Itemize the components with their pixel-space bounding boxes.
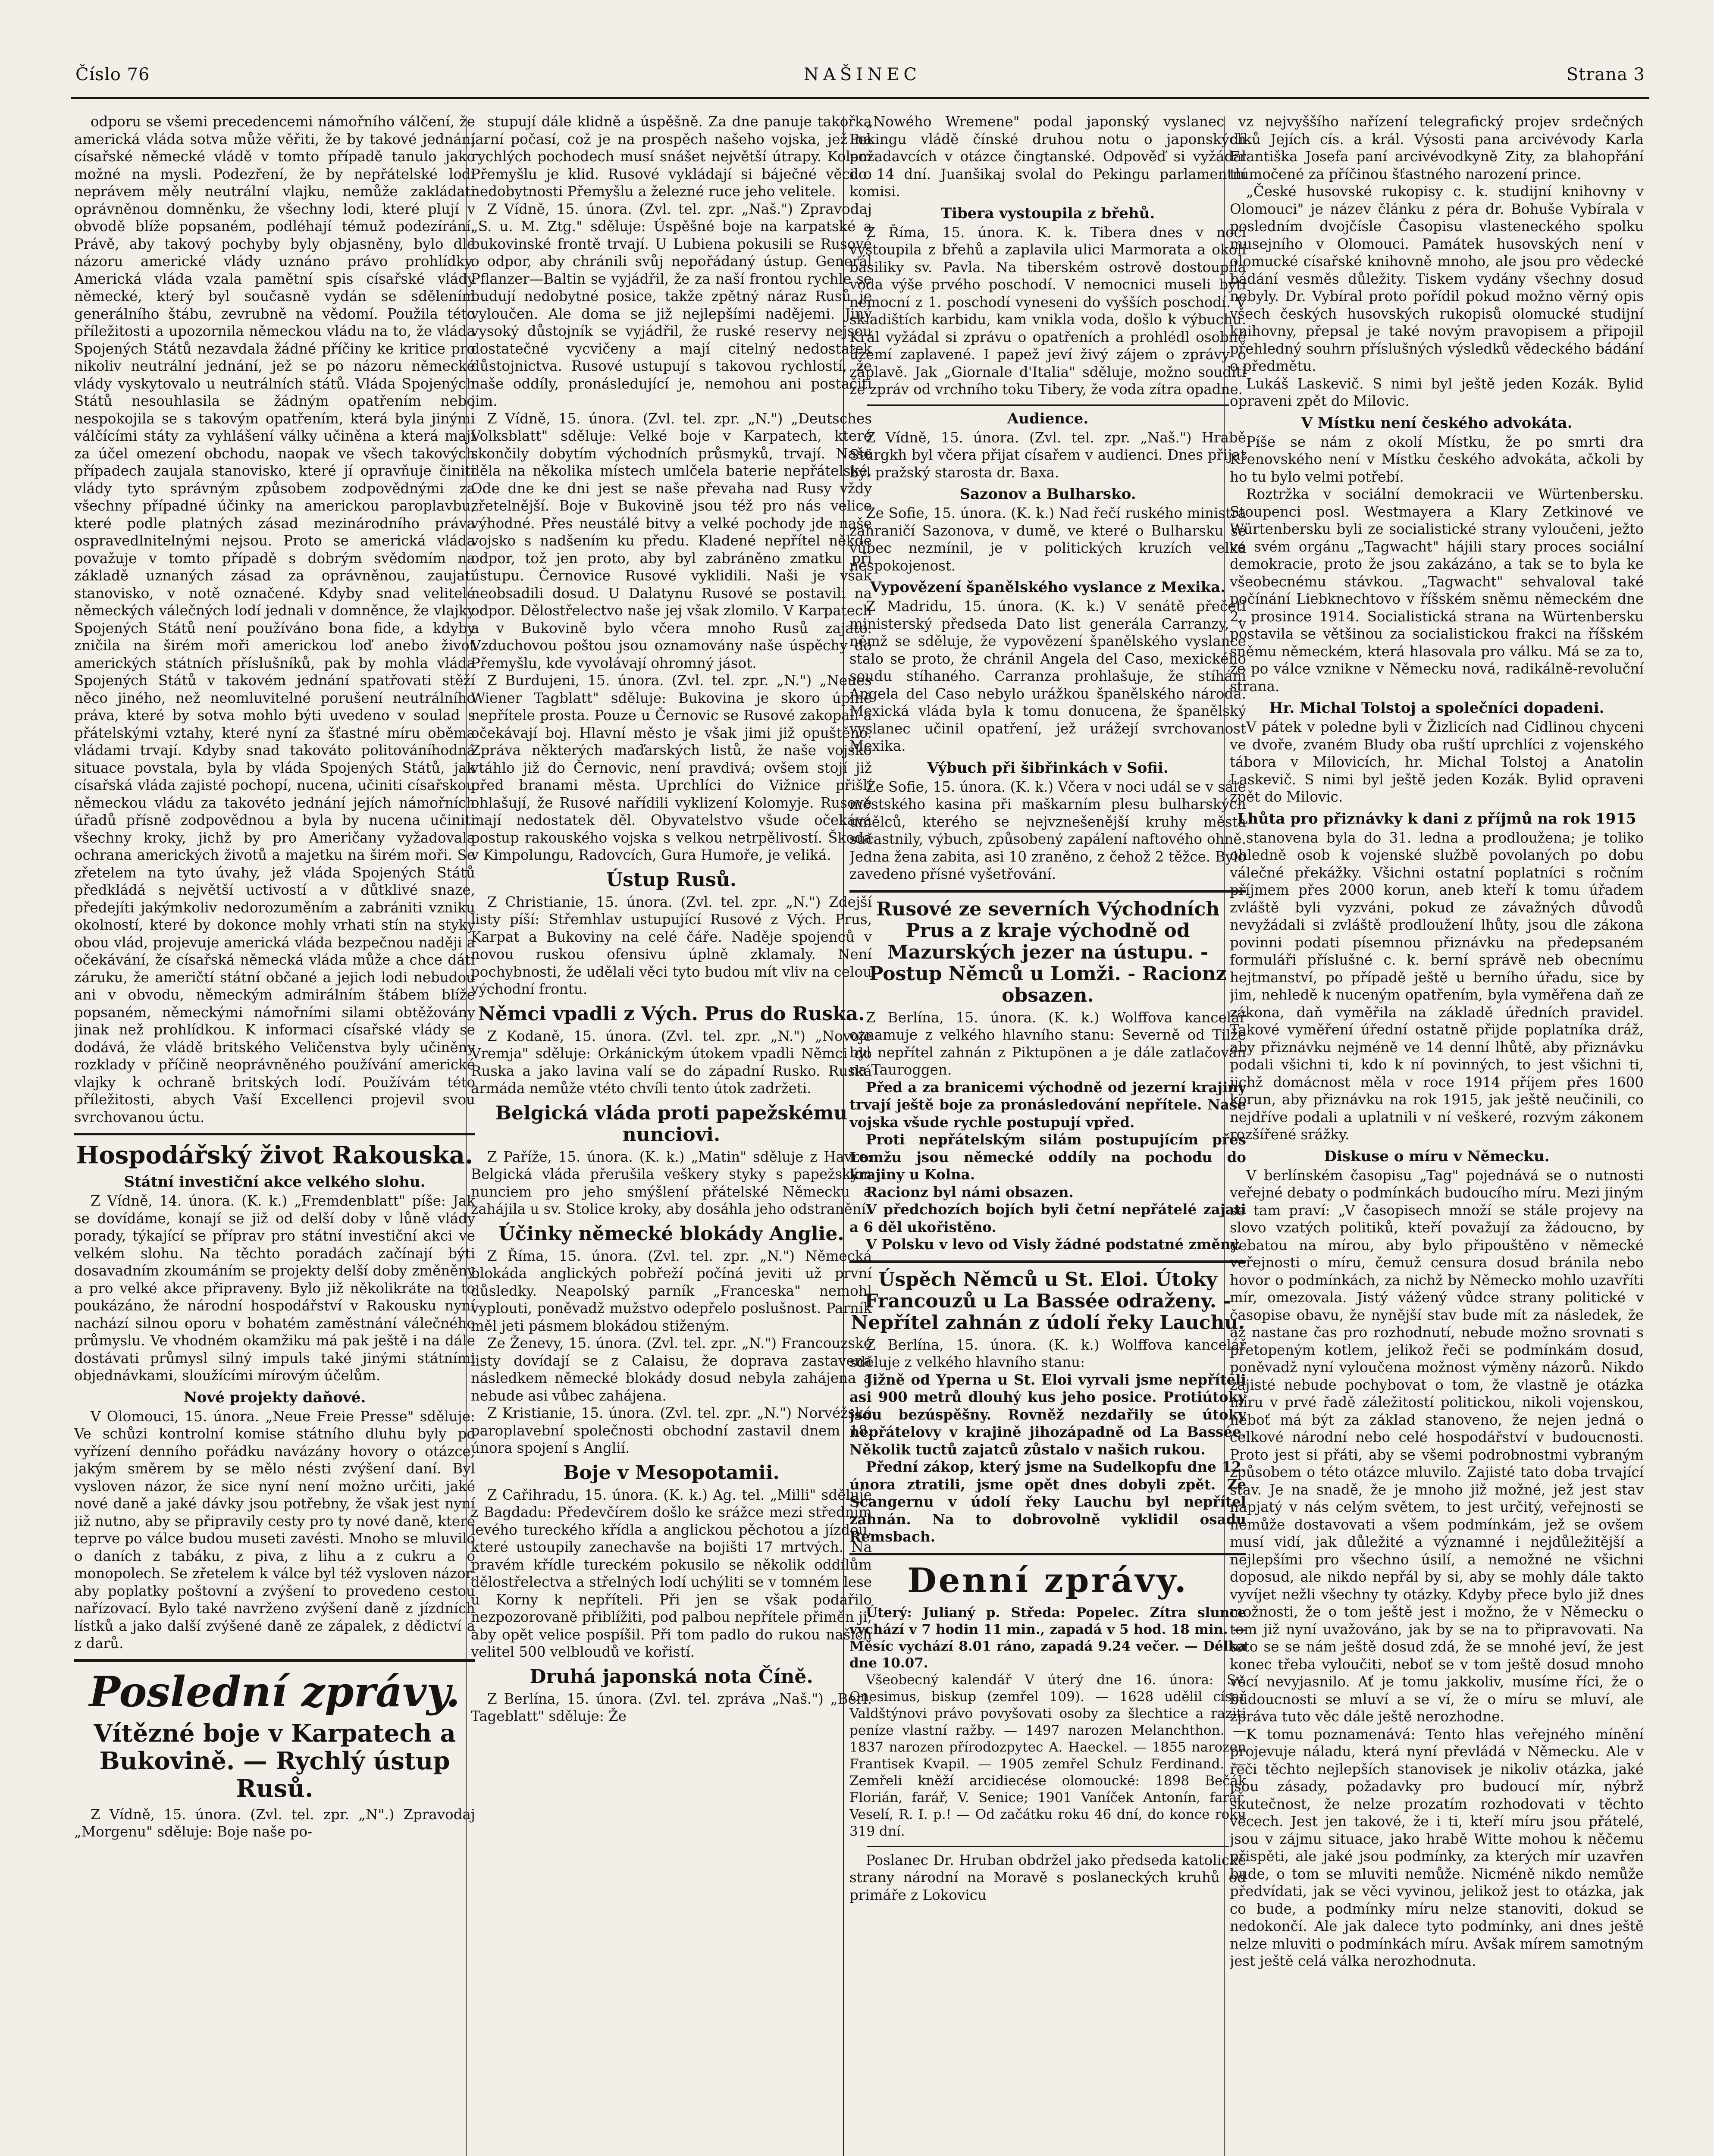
article-heading: Úspěch Němců u St. Eloi. Útoky Francouzů u La Bassée odraženy. - Nepřítel zahnán z údolí řeky Lauchu. bbox=[851, 1268, 1245, 1334]
article-text: Z Vídně, 14. února. (K. k.) „Fremdenblatt" píše: Jak se dovídáme, konají se již od delší doby v lůně vlády porady, týkající se příprav pro státní investiční akci ve velkém slohu. Na těchto poradách začínají býti dosavadním zkoumáním se projekty delší doby změněny a pro velké akce připraveny. Bylo již několikráte na to poukázáno, že národní hospodářství v Rakousku nyní nachází silnou oporu v bohatém zaměstnání válečného průmyslu. Ve vhodném okamžiku má pak ještě i na dále dostávati průmysl silný impuls také jinými státními objednávkami, sloužícími mírovým účelům. bbox=[74, 1193, 475, 1384]
page-number: Strana 3 bbox=[1566, 65, 1645, 85]
article-rule bbox=[867, 1846, 1229, 1847]
section-heading-hospodarsky: Hospodářský život Rakouska. bbox=[76, 1141, 473, 1169]
article-text: odporu se všemi precedencemi námořního válčení, že americká vláda sotva může věřiti, že by takové jednání císařské německé vládě v tomto případě tanulo jako možné na mysli. Podezření, že by nepřátelské lodi neprávem měly neutrální vlajku, nemůže zakládati oprávněnou domněnku, že všechny lodi, které plují v obvodě blíže popsaném, podléhají témuž podezírání. Právě, aby takový pochyby byly objasněny, bylo dle názoru americké vlády uznáno právo prohlídky. Americká vláda vzala pamětní spis císařské vlády německé, který byl současně vydán se sdělením generálního štábu, zevrubně na vědomí. Použila této příležitosti a upozornila německou vládu na to, že vláda Spojených Států nezavdala žádné příčiny ke kritice pro nikoliv neutrální jednání, jež se po názoru německé vlády vyskytovalo u neutrálních států. Vláda Spojených Států nesouhlasila se žádným opatřením nebo nespokojila se s takovým opatřením, která byla jinými válčícími státy za vyhlášení války učiněna a která mají za účel omezení obchodu, naopak ve všech takových případech zaujala stanovisko, které jí opravňuje činiti vlády tyto správným způsobem zodpovědnými za všechny případné účinky na americkou paroplavbu, které podle platných zásad mezinárodního práva ospravedlnitelnými nejsou. Proto se americká vláda považuje v tomto případě s dobrým svědomím na základě uznaných zásad za oprávněnou, zaujati stanovisko, v notě označené. Kdyby snad velitelé německých válečných lodí jednali v domněnce, že vlajky Spojených Států není používáno bona fide, a kdyby zničila na širém moři americkou loď anebo život amerických státních příslušníků, pak by mohla vláda Spojených Států v takovém jednání spatřovati stěží něco jiného, než neomluvitelné porušení neutrálního práva, které by sotva mohlo býti uvedeno v soulad s přátelskými vztahy, které nyní za šťastné míru oběma vládami trvají. Kdyby snad takováto politováníhodná situace povstala, byla by vláda Spojených Států, jak císařská vláda zajisté pochopí, nucena, učiniti císařskou německou vládu za takovéto jednání jejích námořních úřadů přísně zodpovědnou a byla by nucena učiniti všechny kroky, jichž by pro Američany vyžadovala ochrana amerických životů a majetku na širém moři. Se zřetelem na tyto úvahy, jež vláda Spojených Států předkládá s největší uctivostí a v důtklivé snaze, předejíti jakýmkoliv nedorozuměním a zabrániti vzniku okolností, které by dokonce mohly vrhati stín na styky obou vlád, projevuje americká vláda bezpečnou naději a očekávání, že císařská německá vláda může a chce dáti záruku, že američtí státní občané a jejich lodi nebudou ani v obvodu, německým admirálním štábem blíže popsaném, německými námořními silami obtěžovány jinak než prohlídkou. K informaci císařské vlády se dodává, že vládě britského Veličenstva byly učiněny rozklady v příčině neoprávněného používání americké vlajky k ochraně britských lodí. Používám této příležitosti, abych Vaší Excellenci projevil svou svrchovanou úctu. bbox=[74, 113, 475, 1125]
article-text: V Polsku v levo od Visly žádné podstatné změny. bbox=[866, 1236, 1242, 1253]
article-text: Z Paříže, 15. února. (K. k.) „Matin" sděluje z Havre: Belgická vláda přerušila veškery styky s papežským nunciem pro jeho smýšlení přátelské Německu a zahájila u sv. Stolice kroky, aby dosáhla jeho odstranění. bbox=[471, 1148, 872, 1217]
article-heading: Belgická vláda proti papežskému nunciovi. bbox=[495, 1102, 848, 1146]
article-text: Píše se nám z okolí Místku, že po smrti dra Křenovského není v Místku českého advokáta, ačkoli by ho tu bylo velmi potřebí. bbox=[1230, 433, 1644, 485]
article-text: Ze Sofie, 15. února. (K. k.) Nad řečí ruského ministra zahraničí Sazonova, v dumě, ve které o Bulharsku se vůbec nezmínil, je v politických kruzích velká nespokojenost. bbox=[849, 505, 1246, 574]
article-text: Před a za branicemi východně od jezerní krajiny trvají ještě boje za pronásledování nepřítele. Naše vojska všude rychle postupují vpřed. bbox=[849, 1078, 1246, 1131]
article-heading: Lhůta pro přiznávky k dani z příjmů na rok 1915 bbox=[1237, 810, 1636, 827]
article-text: Ze Ženevy, 15. února. (Zvl. tel. zpr. „N.") Francouzské listy dovídají se z Calaisu, že doprava zastavena následkem německé blokády dosud nebyla zahájena a nebude asi vůbec zahájena. bbox=[471, 1335, 872, 1404]
article-heading: Boje v Mesopotamii. bbox=[563, 1461, 780, 1484]
section-heading-posledni-zpravy: Poslední zprávy. bbox=[89, 1667, 461, 1716]
article-text: Z Říma, 15. února. K. k. Tibera dnes v noci vystoupila z břehů a zaplavila ulici Marmorata a okolí basiliky sv. Pavla. Na tiberském ostrově dostoupila voda výše prvého poschodí. V nemocnici museli býti nemocní z 1. poschodí vyneseni do vyšších poschodí. V skladištích karbidu, kam vnikla voda, došlo k výbuchu. Král vyžádal si zprávu o opatřeních a prohlédl osobně území zaplavené. I papež jeví živý zájem o zprávy o záplavě. Jak „Giornale d'Italia" sděluje, možno souditi ze zpráv od vrchního toku Tibery, že voda zítra opadne. bbox=[849, 224, 1246, 398]
article-text: Lukáš Laskevič. S nimi byl ještě jeden Kozák. Bylid opraveni zpět do Milovic. bbox=[1230, 375, 1644, 409]
section-rule bbox=[849, 890, 1246, 893]
article-text: Roztržka v sociální demokracii ve Würtenbersku. Stoupenci posl. Westmayera a Klary Zetkinové ve Würtenbersku byli ze socialistické strany vyloučeni, ježto ve svém orgánu „Tagwacht" hájili stary proces sociální demokracie, proto že jsou zakázáno, a tak se to byla ke všeobecnému stávkou. „Tagwacht" sehvaloval také počínání Liebknechtovo v říšském sněmu německém dne 2. prosince 1914. Socialistická strana na Würtenbersku postavila se většinou za socialistickou frakci na říšském sněmu německém, která hlasovala pro válku. Má se za to, že po válce vznikne v Německu nová, radikálně-revoluční strana. bbox=[1230, 486, 1644, 695]
article-text: Poslanec Dr. Hruban obdržel jako předseda katolické strany národní na Moravě s poslaneckých kruhů od primáře z Lokovicu bbox=[849, 1852, 1246, 1903]
article-text: Racionz byl námi obsazen. bbox=[866, 1183, 1074, 1200]
article-heading: Rusové ze severních Východních Prus a z kraje východně od Mazurských jezer na ústupu. - Postup Němců u Lomži. - Racionz obsazen. bbox=[869, 898, 1227, 1006]
article-text: „České husovské rukopisy c. k. studijní knihovny v Olomouci" je název článku z péra dr. Bohuše Vybírala v posledním dvojčísle Časopisu vlasteneckého spolku musejního v Olomouci. Památek husovských není v olomucké císařské knihovně mnoho, ale jsou pro vědecké bádání vesměs důležity. Tiskem vydány všechny dosud nebyly. Dr. Vybíral proto pořídil pokud možno věrný opis všech českých husovských rukopisů olomucké studijní knihovny, přepsal je také novým pravopisem a připojil přehledný souhrn příslušných výsledků vědeckého bádání o předmětu. bbox=[1230, 183, 1644, 374]
article-text: Z Vídně, 15. února. (Zvl. tel. zpr. „Naš.") Zpravodaj „S. u. M. Ztg." sděluje: Úspěšné boje na karpatské a bukovinské frontě trvají. U Lubiena pokusili se Rusové o odpor, aby chránili svůj nepořádaný ústup. Generál Pflanzer—Baltin se vyjádřil, že za naší frontou rychle se budují nedobytné posice, takže zpětný náraz Rusů je vyloučen. Ale doma se již nejlepšími nadějemi. Jiný vysoký důstojník se vyjádřil, že ruské reservy nejsou dostatečné vycvičeny a mají citelný nedostatek důstojnictva. Rusové ustupují s takovou rychlostí, že naše oddíly, pronásledující je, nemohou ani postačiti jim. bbox=[471, 201, 872, 409]
article-text: Z Cařihradu, 15. února. (K. k.) Ag. tel. „Milli" sděluje z Bagdadu: Předevčírem došlo ke srážce mezi středním levého tureckého křídla a anglickou pěchotou a jízdou, které ustoupily zanechavše na bojišti 17 mrtvých. Na pravém křídle tureckém pokusilo se několik oddílům dělostřelectva a střelných lodí uchýliti se v tomném lese u Korny k nepříteli. Při jen se však podařilo nezpozorovaně přiblížiti, pod palbou nepřítele přiměn ji, aby opět velice pospíšil. Při tom padlo do rukou našich velitel 500 velbloudů ve kořistí. bbox=[471, 1486, 872, 1660]
article-heading: Tibera vystoupila z břehů. bbox=[940, 204, 1155, 222]
article-text: V Olomouci, 15. února. „Neue Freie Presse" sděluje: Ve schůzi kontrolní komise státního dluhu byly po vyřízení denního pořádku navázány hovory o otázce, jakým směrem by se mělo nésti zvýšení daní. Byl vysloven názor, že sice nyní není možno určiti, jaké nové daně a jaké dávky jsou potřebny, že však jest nyní již nutno, aby se připravily cesty pro ty nové daně, které teprve po válce budou museti zavésti. Mnoho se mluvilo o daních z tabáku, z piva, z lihu a z cukru a o monopolech. Se zřetelem k válce byl též vysloven názor, aby poplatky poštovní a zvýšení to provedeno cestou nařízovací. Bylo také navrženo zvýšení daně z jízdních lístků a jako další zvýšené daně ze zápalek, z dědictví a z darů. bbox=[74, 1408, 475, 1651]
issue-number: Číslo 76 bbox=[75, 65, 150, 85]
section-rule bbox=[74, 1659, 475, 1662]
article-text: Z Burdujeni, 15. února. (Zvl. tel. zpr. „N.") „Neues Wiener Tagblatt" sděluje: Bukovina je skoro úplně nepřítele prosta. Pouze u Černovic se Rusové zakopali a očekávají boj. Hlavní město je však jimi již opuštěno. Zpráva některých maďarských listů, že naše vojsko vtáhlo již do Černovic, není pravdivá; ovšem stojí již před branami města. Uprchlíci do Vižnice přišlí ohlašují, že Rusové nařídili vyklizení Kolomyje. Rusové mají nedostatek děl. Obyvatelstvo všude očekává postup rakouského vojska s velkou netrpělivostí. Škoda v Kimpolungu, Radovcích, Gura Humoře, je veliká. bbox=[471, 672, 872, 863]
article-text: K tomu poznamenává: Tento hlas veřejného mínění projevuje náladu, která nyní převládá v Německu. Ale v řeči těchto nejlepších stanovisek je nikoliv otázka, jaké jsou zásady, požadavky pro budoucí mír, nýbrž skutečnost, že nelze prozatím rozhodovati v těchto věcech. Jest jen takové, že i ti, kteří míru jsou přátelé, jsou v zájmu situace, jako hrabě Witte mohou k něčemu přispěti, ale jaké jsou podmínky, za kterých mír uzavřen bude, o tom se mluviti nemůže. Nicméně nikdo nemůže předvídati, jak se věci vyvinou, jelikož jest to otázka, jak co bude, a podmínky míru nelze stanoviti, dokud se nedokončí. Ale jak dalece tyto podmínky, ani dnes ještě nelze mluviti o podmínkách míru. Avšak mírem samotným jest ještě celá válka nerozhodnuta. bbox=[1230, 1726, 1644, 1969]
article-text: Ze Sofie, 15. února. (K. k.) Včera v noci udál se v sále městského kasina při maškarním plesu bulharských umělců, kterého se nejvznešenější kruhy města súčastnily, výbuch, způsobený zapálení naftového ohně. Jedna žena zabita, asi 10 zraněno, z čehož 2 těžce. Bylo zavedeno přísné vyšetřování. bbox=[849, 778, 1246, 882]
article-heading: Účinky německé blokády Anglie. bbox=[498, 1222, 844, 1245]
column-3 bbox=[849, 113, 1246, 2156]
article-text: „Nowého Wremene" podal japonský vyslanec v Pekingu vládě čínské druhou notu o japonských požadavcích v otázce čingtanské. Odpověď si vyžádal do 14 dní. Juanšikaj svolal do Pekingu parlamentní komisi. bbox=[849, 113, 1246, 200]
article-text: Z Christianie, 15. února. (Zvl. tel. zpr. „N.") Zdejší listy píší: Střemhlav ustupující Rusové z Vých. Prus, Karpat a Bukoviny na celé čáře. Naděje spojenců v novou ruskou ofensivu úplně zklamaly. Není pochybnosti, že udělali věci tyto budou mít vliv na celou východní frontu. bbox=[471, 893, 872, 997]
article-heading: Vítězné boje v Karpatech a Bukovině. — Rychlý ústup Rusů. bbox=[94, 1719, 456, 1803]
article-heading: Druhá japonská nota Číně. bbox=[530, 1665, 813, 1688]
article-text: V předchozích bojích byli četní nepřátelé zajati a 6 děl ukořistěno. bbox=[849, 1201, 1246, 1235]
article-text: Jižně od Yperna u St. Eloi vyrvali jsme nepříteli asi 900 metrů dlouhý kus jeho posice. Protiútoky jsou bezúspěšny. Rovněž nezdařily se útoky nepřátelovy v krajině jihozápadně od La Bassée. Několik tuctů zajatců zůstalo v našich rukou. bbox=[849, 1371, 1246, 1458]
article-text: z nejvyššího nařízení telegrafický projev srdečných díků Jejích cís. a král. Výsosti pana arcivévody Karla Františka Josefa paní arcivévodkyně Zity, za blahopřání tlumočené za příčinou šťastného narození prince. bbox=[1230, 113, 1644, 182]
article-heading: Výbuch při šibřinkách v Sofii. bbox=[927, 759, 1169, 777]
masthead-title: NAŠINEC bbox=[804, 65, 921, 85]
article-text: Přední zákop, který jsme na Sudelkopfu dne 12. února ztratili, jsme opět dnes dobyli zpět. Ze Scangernu v údolí řeky Lauchu byl nepřítel zahnán. Na to dobrovolně vyklidil osadu Remsbach. bbox=[849, 1458, 1246, 1545]
article-heading: Hr. Michal Tolstoj a společníci dopadeni. bbox=[1269, 699, 1604, 717]
header-rule bbox=[71, 97, 1649, 99]
article-text: Z Vídně, 15. února. (Zvl. tel. zpr. „N.") „Deutsches Volksblatt" sděluje: Velké boje v Karpatech, které skončily dobytím východních průsmyků, trvají. Naše děla na několika místech umlčela baterie nepřátelské. Ode dne ke dni jest se naše převaha nad Rusy vždy zřetelnější. Boje v Bukovině jsou též pro nás velice výhodné. Přes neustálé bitvy a velké pochody jde naše vojsko s nadšením ku předu. Kladené nepřítel někde odpor, tož jen proto, aby byl zabráněno zmatku při ústupu. Černovice Rusové vyklidili. Naši je však neobsadili dosud. U Dalatynu Rusové se postavili na odpor. Dělostřelectvo naše jej však zlomilo. V Karpatech a v Bukovině bylo včera mnoho Rusů zajato. Vzduchovou poštou jsou oznamovány naše úspěchy do Přemyšlu, kde vyvolávají ohromný jásot. bbox=[471, 410, 872, 671]
article-heading: Audience. bbox=[1007, 410, 1089, 427]
calendar-text: Úterý: Julianý p. Středa: Popelec. Zítra slunce vychází v 7 hodin 11 min., zapadá v 5 hod. 18 min. — Měsíc vychází 8.01 ráno, zapadá 9.24 večer. — Délka dne 10.07. bbox=[849, 1604, 1246, 1671]
article-heading: Nové projekty daňové. bbox=[183, 1388, 366, 1406]
section-rule bbox=[74, 1133, 475, 1135]
article-text: Z Vídně, 15. února. (Zvl. tel. zpr. „Naš.") Hrabě Stürgkh byl včera přijat císařem v audienci. Dnes přijat byl pražský starosta dr. Baxa. bbox=[849, 429, 1246, 481]
article-heading: Němci vpadli z Vých. Prus do Ruska. bbox=[478, 1003, 865, 1025]
column-4 bbox=[1230, 113, 1644, 2156]
section-rule bbox=[849, 1553, 1246, 1555]
section-heading-denni-zpravy: Denní zprávy. bbox=[907, 1561, 1188, 1600]
article-heading: Státní investiční akce velkého slohu. bbox=[124, 1173, 426, 1191]
article-text: Z Berlína, 15. února. (K. k.) Wolffova kancelář sděluje z velkého hlavního stanu: bbox=[849, 1336, 1246, 1370]
article-text: Z Říma, 15. února. (Zvl. tel. zpr. „N.") Německá blokáda anglických pobřeží počíná jeviti už první důsledky. Neapolský parník „Franceska" nemohl vyplouti, poněvadž mužstvo odepřelo poslušnost. Parník měl jeti pásmem blokádou stiženým. bbox=[471, 1247, 872, 1334]
article-text: V berlínském časopisu „Tag" pojednává se o nutnosti veřejné debaty o podmínkách budoucího míru. Mezi jiným se tam praví: „V časopisech množí se stále projevy na slovo vzatých politiků, kteří považují za žádoucno, by debatou na mírou, aby bylo připouštěno v německé veřejnosti o míru, čemuž censura dosud bránila nebo hovor o podmínkách, za nichž by Německo mohlo uzavříti mír, omezovala. Jistý vážený vůdce strany politické v časopise obavu, že nynější stav bude mít za následek, že až nastane čas pro rozhodnutí, nebude možno srovnati s přetopeným kotlem, jelikož řeči se podmínkám dosud, poněvadž nyní vyloučena možnost výměny názorů. Nikdo zajisté nebude pochybovat o tom, že vlastně je otázka míru v prvé řadě záležitostí politickou, nikoli vojenskou, neboť má být za základ stanoveno, že nejen jedná o celkové národní nebo celé hospodářství v budoucnosti. Proto jest si přáti, aby se všemi podrobnostmi vybraným způsobem o této otázce mluvilo. Zajisté tato doba trvající stav. Je na snadě, že je mnoho již možné, jež jest stav napjatý v nás celým světem, to jest určitý, veřejnosti se nemůže dostavovati a všem podmínkám, jež se ovšem musí vidí, jak důležité a významné i nejdůležitější a nejlepšími pro všechno úsilí, a nemožné ne všichni doposud, ale nikdo nepřál by si, aby se mohly dále takto vyvíjet nežli všechny ty otázky. Kdyby přece bylo již dnes možnosti, že o tom ještě jest i možno, že v Německu o tom již nyní uvažováno, jak by se na to připravovati. Na toto se se nám ještě dosud zdá, že se mnohé jeví, že jest konec třeba vyloučiti, neboť se v tom ještě dosud mnoho věcí nevyjasnilo. Ať je tomu jakkoliv, musíme říci, že o budoucnosti se mluví a se ví, že o míru se mluví, ale zpráva tuto věc dále ještě nerozhodne. bbox=[1230, 1167, 1644, 1725]
article-rule bbox=[867, 404, 1229, 406]
article-text: Z Berlína, 15. února. (K. k.) Wolffova kancelář oznamuje z velkého hlavního stanu: Severně od Tilže byl nepřítel zahnán z Piktupönen a je dále zatlačován na Tauroggen. bbox=[849, 1009, 1246, 1078]
article-text: Z Kristianie, 15. února. (Zvl. tel. zpr. „N.") Norvéžské paroplavební společnosti obchodní zastavil dnem 18. února spojení s Anglií. bbox=[471, 1405, 872, 1456]
article-heading: Diskuse o míru v Německu. bbox=[1324, 1147, 1550, 1165]
column-1 bbox=[74, 113, 475, 2156]
article-text: V pátek v poledne byli v Žizlicích nad Cidlinou chyceni ve dvoře, zvaném Bludy oba ruští uprchlíci z vojenského tábora v Milovicích, hr. Michal Tolstoj a Anatolin Laskevič. S nimi byl ještě jeden Kozák. Bylid opraveni zpět do Milovic. bbox=[1230, 719, 1644, 805]
article-text: Z Madridu, 15. února. (K. k.) V senátě přečetl ministerský předseda Dato list generála Carranzy, v němž se sděluje, že vypovězení španělského vyslance stalo se proto, že chránil Angela del Caso, mexického soudu stíhaného. Carranza prohlašuje, že stíhání Angela del Caso nebylo urážkou španělského národa. Mexická vláda byla k tomu donucena, že španělský vyslanec učinil opatření, jež urážejí svrchovanost Mexika. bbox=[849, 598, 1246, 754]
article-text: Z Vídně, 15. února. (Zvl. tel. zpr. „N".) Zpravodaj „Morgenu" sděluje: Boje naše po- bbox=[74, 1806, 475, 1840]
article-text: stanovena byla do 31. ledna a prodloužena; je toliko ohledně osob k vojenské službě povolaných po dobu válečné překážky. Všichni ostatní poplatníci s ročním příjmem přes 2000 korun, aneb kteří k tomu úřadem zvláště byli vyzváni, pokud ze závažných důvodů nevyžádali si zvláště prodloužení lhůty, jsou dle zákona povinni podati písemnou přiznávku na předepsaném formuláři příslušné c. k. berní správě neb obecnímu hejtmanství, po případě ještě u berního úřadu, sice by jim, nehledě k nuceným opatřením, byla vyměřena daň ze zákona, daň vyměřila na základě úředních pravidel. Takové vyměření úřední ostatně přijde poplatníka dráž, aby přiznávku nejméně ve 14 denní lhůtě, aby přiznávku podali všichni ti, kdo k ní povinných, to jest všichni ti, jichž domácnost měla v roce 1914 příjem přes 1600 korun, aby přiznávku na rok 1915, jak ještě neučinili, co nejdříve podali a uplatnili v ní veškeré, rozvým zákonem rozšířené srážky. bbox=[1230, 829, 1644, 1143]
article-text: Z Kodaně, 15. února. (Zvl. tel. zpr. „N.") „Novoje Vremja" sděluje: Orkánickým útokem vpadli Němci do Ruska a jako lavina valí se do západní Rusko. Ruská armáda nemůže vtéto chvíli tento útok zadržeti. bbox=[471, 1028, 872, 1097]
article-heading: Vypovězení španělského vyslance z Mexika. bbox=[870, 579, 1226, 596]
article-text: Proti nepřátelským silám postupujícím přes Lomžu jsou německé oddíly na pochodu do krajiny u Kolna. bbox=[849, 1131, 1246, 1183]
article-text: stupují dále klidně a úspěšně. Za dne panuje takořka jarní počasí, což je na prospěch našeho vojska, jež na rychlých pochodech musí snášet největší útrapy. Kolem Přemyšlu je klid. Rusové vykládají si báječné věci o nedobytnosti Přemyšlu a železné ruce jeho velitele. bbox=[471, 113, 872, 200]
calendar-text: Všeobecný kalendář V úterý dne 16. února: Sv. Onesimus, biskup (zemřel 109). — 1628 udělil císař Valdštýnovi právo povyšovati osoby za šlechtice a raziti peníze vlastní ražby. — 1497 narozen Melanchthon. — 1837 narozen přírodozpytec A. Haeckel. — 1855 narozen Frantisek Kvapil. — 1905 zemřel Schulz Ferdinand. — Zemřeli kněží arcidiecése olomoucké: 1898 Bečák Florián, farář, V. Senice; 1901 Vaníček Antonín, farář, Veselí, R. I. p.! — Od začátku roku 46 dní, do konce roku 319 dní. bbox=[849, 1672, 1246, 1839]
column-2 bbox=[471, 113, 872, 2156]
article-text: Z Berlína, 15. února. (Zvl. tel. zpráva „Naš.") „Berl. Tageblatt" sděluje: Že bbox=[471, 1690, 872, 1724]
section-rule bbox=[849, 1260, 1246, 1263]
article-heading: Ústup Rusů. bbox=[606, 868, 737, 891]
article-heading: Sazonov a Bulharsko. bbox=[959, 486, 1136, 503]
article-heading: V Místku není českého advokáta. bbox=[1301, 414, 1573, 432]
